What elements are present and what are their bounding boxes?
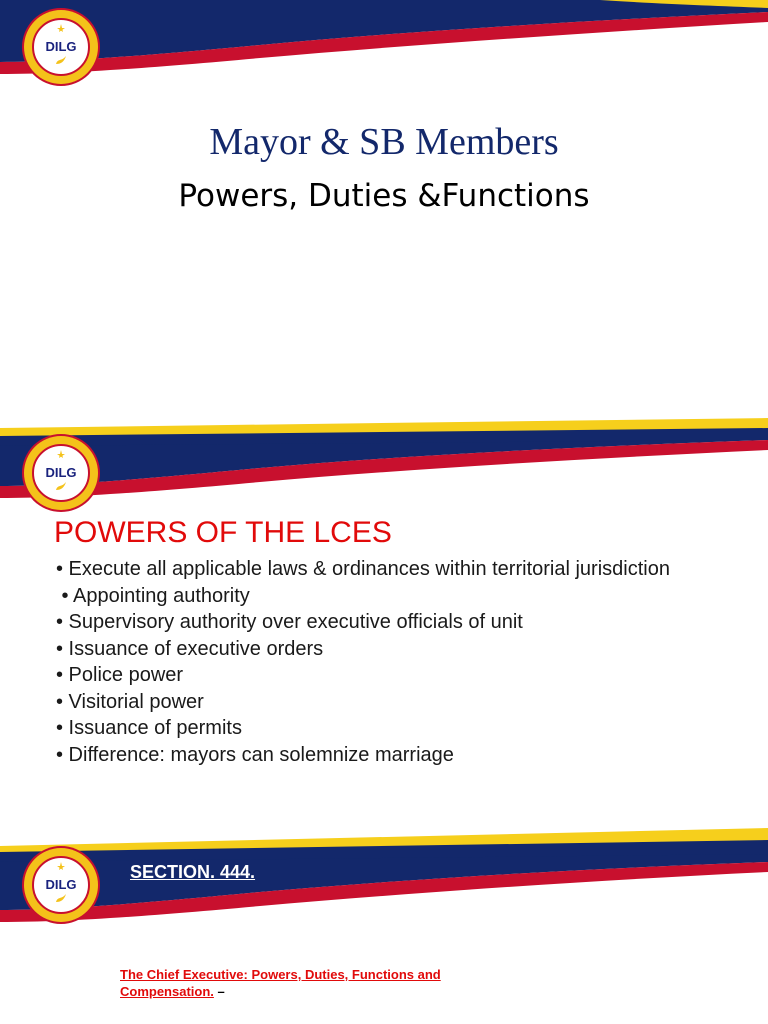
section-title xyxy=(120,966,500,1000)
flame-icon xyxy=(56,894,66,902)
sun-icon xyxy=(55,450,67,462)
slide-title xyxy=(0,0,768,410)
logo-text: DILG xyxy=(45,877,77,892)
list-item: • Issuance of executive orders xyxy=(56,637,324,660)
section-label: SECTION. 444. xyxy=(130,862,256,882)
sun-icon xyxy=(55,862,67,874)
flame-icon xyxy=(56,482,66,490)
banner-header xyxy=(0,410,768,510)
list-item: • Visitorial power xyxy=(56,690,204,713)
slide-section-444 xyxy=(0,820,768,1024)
slide-subtitle-text: Powers, Duties &Functions xyxy=(178,178,590,214)
slide-gap xyxy=(0,398,768,410)
slide-gap xyxy=(0,808,768,820)
banner-header xyxy=(0,820,768,930)
list-item: • Police power xyxy=(56,664,184,686)
dilg-logo xyxy=(24,436,98,510)
list-item: • Difference: mayors can solemnize marriage xyxy=(56,743,454,766)
slide-title-text: Mayor & SB Members xyxy=(209,121,559,163)
list-item: • Execute all applicable laws & ordinances within territorial jurisdiction xyxy=(56,558,670,580)
list-item: • Supervisory authority over executive officials of unit xyxy=(56,611,523,633)
powers-heading: POWERS OF THE LCES xyxy=(54,516,392,549)
logo-text: DILG xyxy=(45,465,77,480)
slide-powers xyxy=(0,410,768,820)
logo-text: DILG xyxy=(45,39,77,54)
dilg-logo xyxy=(24,848,98,922)
flame-icon xyxy=(56,56,66,64)
sun-icon xyxy=(55,24,67,36)
list-item: • Issuance of permits xyxy=(56,717,242,739)
banner-header xyxy=(0,0,768,100)
section-title-dash: – xyxy=(213,984,225,999)
section-title-link[interactable]: The Chief Executive: Powers, Duties, Functions and Compensation. xyxy=(120,967,441,999)
dilg-logo xyxy=(24,10,98,84)
powers-list xyxy=(56,556,756,768)
list-item: • Appointing authority xyxy=(56,584,250,607)
